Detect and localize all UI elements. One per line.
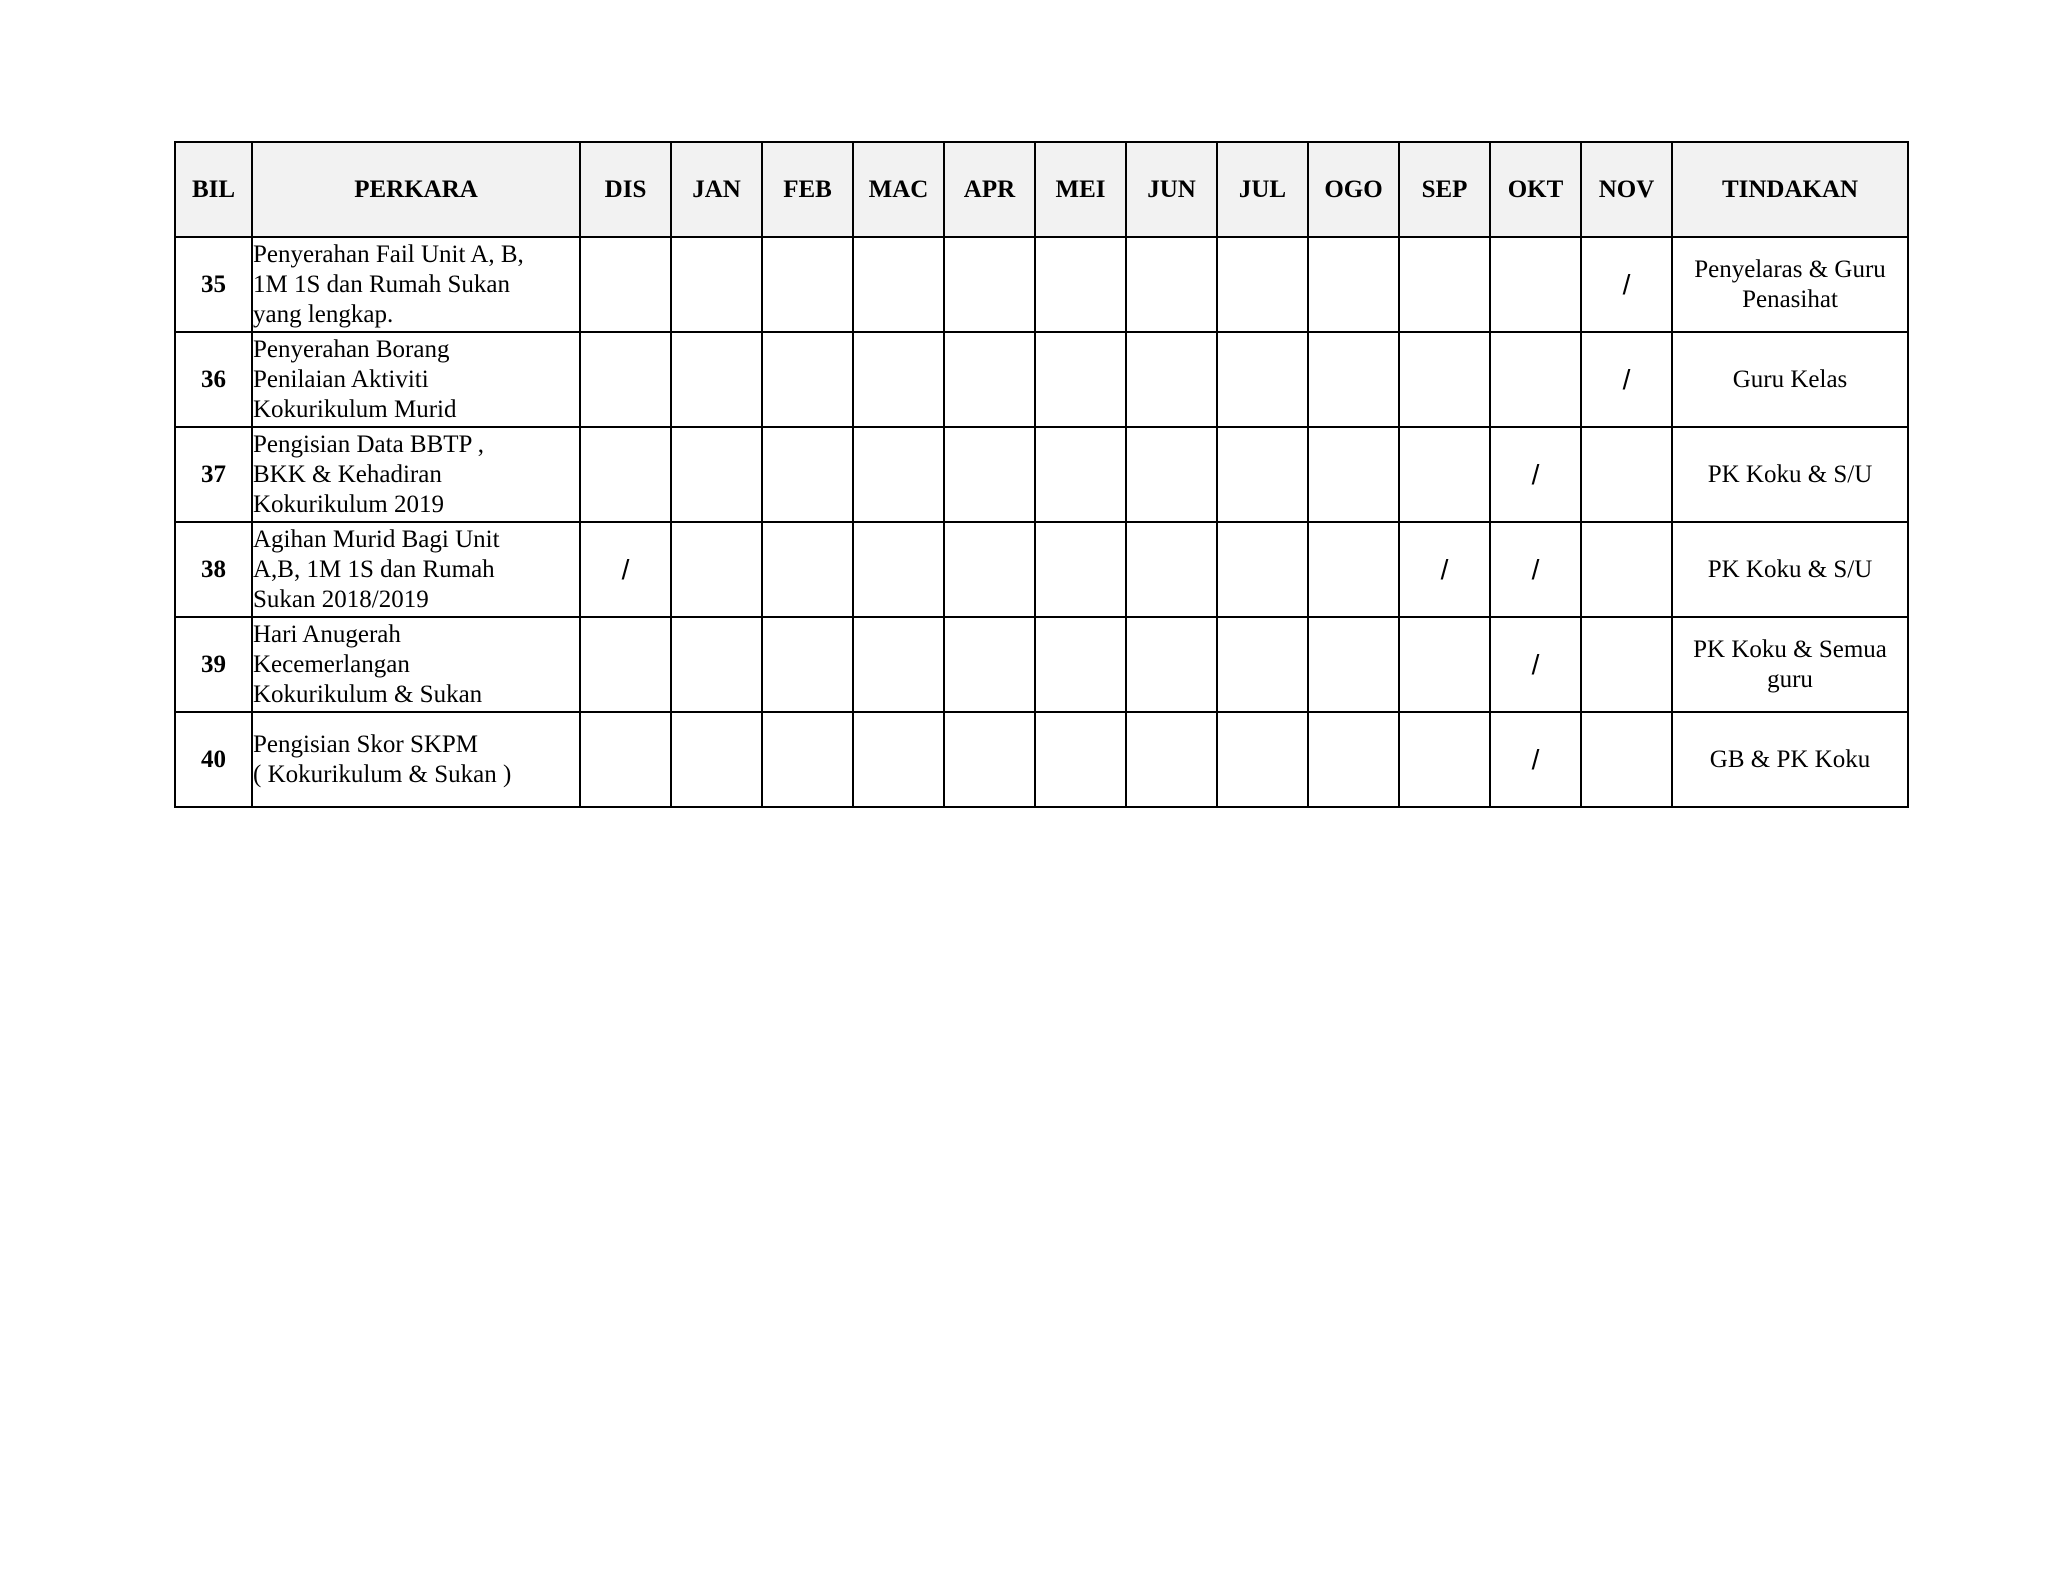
month-cell-feb	[762, 712, 853, 807]
month-cell-okt	[1490, 617, 1581, 712]
schedule-mark: /	[1531, 743, 1540, 775]
header-tindakan: TINDAKAN	[1672, 142, 1908, 237]
month-cell-mei	[1035, 332, 1126, 427]
month-cell-mei	[1035, 522, 1126, 617]
month-cell-okt	[1490, 712, 1581, 807]
month-cell-jul	[1217, 712, 1308, 807]
header-month-mac: MAC	[853, 142, 944, 237]
schedule-mark: /	[1531, 458, 1540, 490]
month-cell-apr	[944, 617, 1035, 712]
perkara-cell	[252, 237, 580, 332]
perkara-cell	[252, 332, 580, 427]
month-cell-mac	[853, 237, 944, 332]
perkara-line: Pengisian Data BBTP ,	[253, 430, 485, 458]
perkara-line: Penyerahan Borang	[253, 335, 450, 363]
month-cell-sep	[1399, 617, 1490, 712]
month-cell-dis	[580, 712, 671, 807]
month-cell-apr	[944, 427, 1035, 522]
month-cell-feb	[762, 617, 853, 712]
month-cell-sep	[1399, 522, 1490, 617]
header-perkara: PERKARA	[252, 142, 580, 237]
tindakan-cell: PK Koku & S/U	[1672, 427, 1908, 522]
perkara-cell	[252, 617, 580, 712]
month-cell-mei	[1035, 712, 1126, 807]
perkara-line: Kokurikulum Murid	[253, 395, 457, 423]
perkara-cell	[252, 522, 580, 617]
month-cell-sep	[1399, 332, 1490, 427]
month-cell-nov	[1581, 332, 1672, 427]
month-cell-apr	[944, 237, 1035, 332]
month-cell-jul	[1217, 332, 1308, 427]
row-number: 40	[175, 712, 252, 807]
header-month-jan: JAN	[671, 142, 762, 237]
header-month-sep: SEP	[1399, 142, 1490, 237]
month-cell-dis	[580, 617, 671, 712]
month-cell-sep	[1399, 427, 1490, 522]
month-cell-okt	[1490, 427, 1581, 522]
activity-schedule-table	[174, 141, 1909, 808]
month-cell-feb	[762, 237, 853, 332]
month-cell-jul	[1217, 617, 1308, 712]
perkara-cell	[252, 712, 580, 807]
perkara-line: A,B, 1M 1S dan Rumah	[253, 555, 495, 583]
month-cell-nov	[1581, 237, 1672, 332]
month-cell-apr	[944, 332, 1035, 427]
month-cell-sep	[1399, 237, 1490, 332]
month-cell-apr	[944, 712, 1035, 807]
perkara-line: Sukan 2018/2019	[253, 585, 429, 613]
tindakan-cell: Penyelaras & Guru Penasihat	[1672, 237, 1908, 332]
table-row	[175, 522, 1908, 617]
month-cell-apr	[944, 522, 1035, 617]
month-cell-ogo	[1308, 712, 1399, 807]
month-cell-dis	[580, 332, 671, 427]
month-cell-nov	[1581, 522, 1672, 617]
schedule-mark: /	[621, 553, 630, 585]
row-number: 38	[175, 522, 252, 617]
header-month-dis: DIS	[580, 142, 671, 237]
row-number: 35	[175, 237, 252, 332]
header-month-jul: JUL	[1217, 142, 1308, 237]
month-cell-jan	[671, 332, 762, 427]
month-cell-jun	[1126, 617, 1217, 712]
header-row	[175, 142, 1908, 237]
month-cell-mac	[853, 332, 944, 427]
perkara-line: Agihan Murid Bagi Unit	[253, 525, 500, 553]
month-cell-jan	[671, 237, 762, 332]
month-cell-jul	[1217, 522, 1308, 617]
month-cell-jun	[1126, 237, 1217, 332]
month-cell-ogo	[1308, 332, 1399, 427]
table-row	[175, 332, 1908, 427]
schedule-mark: /	[1622, 268, 1631, 300]
header-month-ogo: OGO	[1308, 142, 1399, 237]
month-cell-mac	[853, 712, 944, 807]
month-cell-ogo	[1308, 237, 1399, 332]
perkara-cell	[252, 427, 580, 522]
tindakan-cell: PK Koku & Semua guru	[1672, 617, 1908, 712]
month-cell-jun	[1126, 427, 1217, 522]
month-cell-mac	[853, 617, 944, 712]
tindakan-cell: GB & PK Koku	[1672, 712, 1908, 807]
table-row	[175, 237, 1908, 332]
month-cell-jul	[1217, 237, 1308, 332]
month-cell-nov	[1581, 427, 1672, 522]
month-cell-mei	[1035, 237, 1126, 332]
header-month-jun: JUN	[1126, 142, 1217, 237]
perkara-line: ( Kokurikulum & Sukan )	[253, 760, 512, 788]
header-month-apr: APR	[944, 142, 1035, 237]
perkara-line: Penyerahan Fail Unit A, B,	[253, 240, 524, 268]
tindakan-cell: PK Koku & S/U	[1672, 522, 1908, 617]
table-row	[175, 712, 1908, 807]
row-number: 39	[175, 617, 252, 712]
month-cell-ogo	[1308, 617, 1399, 712]
month-cell-jun	[1126, 522, 1217, 617]
month-cell-okt	[1490, 332, 1581, 427]
month-cell-feb	[762, 522, 853, 617]
month-cell-mac	[853, 522, 944, 617]
header-bil: BIL	[175, 142, 252, 237]
month-cell-feb	[762, 427, 853, 522]
month-cell-ogo	[1308, 522, 1399, 617]
tindakan-cell: Guru Kelas	[1672, 332, 1908, 427]
month-cell-dis	[580, 427, 671, 522]
month-cell-jul	[1217, 427, 1308, 522]
schedule-mark: /	[1622, 363, 1631, 395]
month-cell-mei	[1035, 617, 1126, 712]
month-cell-jan	[671, 427, 762, 522]
header-month-okt: OKT	[1490, 142, 1581, 237]
row-number: 36	[175, 332, 252, 427]
table-row	[175, 617, 1908, 712]
month-cell-sep	[1399, 712, 1490, 807]
month-cell-dis	[580, 237, 671, 332]
schedule-mark: /	[1440, 553, 1449, 585]
month-cell-feb	[762, 332, 853, 427]
month-cell-okt	[1490, 237, 1581, 332]
perkara-line: BKK & Kehadiran	[253, 460, 442, 488]
perkara-line: Kokurikulum 2019	[253, 490, 444, 518]
month-cell-jun	[1126, 332, 1217, 427]
month-cell-okt	[1490, 522, 1581, 617]
perkara-line: Hari Anugerah	[253, 620, 401, 648]
schedule-mark: /	[1531, 553, 1540, 585]
month-cell-nov	[1581, 617, 1672, 712]
schedule-mark: /	[1531, 648, 1540, 680]
header-month-nov: NOV	[1581, 142, 1672, 237]
header-month-mei: MEI	[1035, 142, 1126, 237]
row-number: 37	[175, 427, 252, 522]
table-row	[175, 427, 1908, 522]
perkara-line: Pengisian Skor SKPM	[253, 730, 479, 758]
perkara-line: yang lengkap.	[253, 300, 394, 328]
month-cell-dis	[580, 522, 671, 617]
perkara-line: 1M 1S dan Rumah Sukan	[253, 270, 510, 298]
month-cell-ogo	[1308, 427, 1399, 522]
header-month-feb: FEB	[762, 142, 853, 237]
month-cell-jun	[1126, 712, 1217, 807]
table-body	[175, 237, 1908, 807]
month-cell-mac	[853, 427, 944, 522]
month-cell-jan	[671, 712, 762, 807]
perkara-line: Kokurikulum & Sukan	[253, 680, 483, 708]
perkara-line: Penilaian Aktiviti	[253, 365, 429, 393]
month-cell-mei	[1035, 427, 1126, 522]
month-cell-jan	[671, 617, 762, 712]
month-cell-jan	[671, 522, 762, 617]
perkara-line: Kecemerlangan	[253, 650, 410, 678]
month-cell-nov	[1581, 712, 1672, 807]
